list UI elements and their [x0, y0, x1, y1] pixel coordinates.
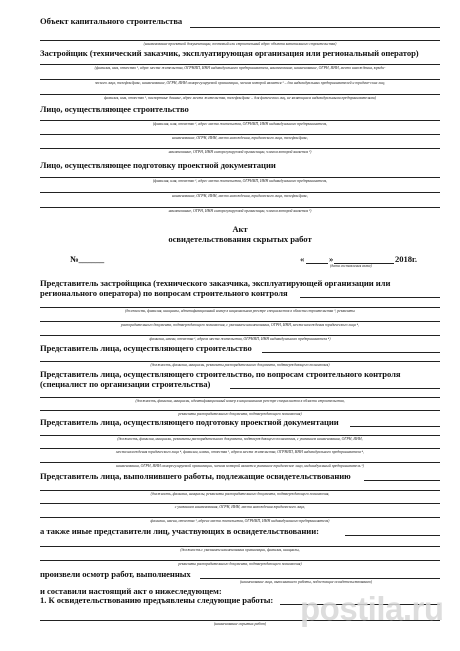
rep-performer-caption-1: (должность, фамилия, инициалы, реквизиты распорядительного документа, подтверждающего полномочия, — [150, 492, 330, 496]
rep-developer-label-2: регионального оператора) по вопросам строительного контроля — [40, 288, 288, 298]
rep-performer-field-4[interactable] — [40, 517, 440, 518]
builder-caption-1: (фамилия, имя, отчество ¹, адрес места жительства, ОГРНИП, ИНН индивидуального предпринимателя, — [152, 122, 328, 126]
rep-control-field-3[interactable] — [40, 410, 440, 411]
others-caption-2: реквизиты распорядительного документа, подтверждающего полномочия) — [178, 562, 302, 566]
item1-label: 1. К освидетельствованию предъявлены следующие работы: — [40, 595, 274, 605]
designer-field-3[interactable] — [40, 207, 440, 208]
rep-designer-field-3[interactable] — [40, 448, 440, 449]
rep-developer-label-1: Представитель застройщика (технического заказчика, эксплуатирующей организации или — [40, 278, 391, 288]
rep-performer-field-2[interactable] — [40, 490, 440, 491]
rep-developer-field-4[interactable] — [40, 335, 440, 336]
rep-developer-caption-3: фамилия, имени, отчества ¹, адреса места жительства, ОГРНИП, ИНН индивидуального предпринимателя ⁴) — [149, 337, 331, 341]
rep-designer-field-2[interactable] — [40, 435, 440, 436]
others-field-1[interactable] — [345, 535, 440, 536]
postila-watermark: postila.ru — [300, 590, 444, 627]
builder-caption-2: наименование, ОГРН, ИНН, место нахождения, юридического лица, телефон/факс, — [171, 136, 309, 140]
builder-caption-3: наименование, ОГРН, ИНН саморегулируемой организации, членом которой является ²) — [168, 150, 312, 154]
rep-control-field-1[interactable] — [230, 388, 440, 389]
builder-field-2[interactable] — [40, 134, 440, 135]
date-year: 2018г. — [395, 254, 417, 264]
rep-control-label-2: (специалист по организации строительства) — [40, 379, 211, 389]
rep-developer-caption-1: (должность, фамилия, инициалы, идентификационный номер в национальном реестре специалистов в области строительства ³, реквизиты — [125, 309, 355, 313]
inspection-field[interactable] — [200, 578, 440, 579]
rep-control-caption-1: (должность, фамилия, инициалы, идентификационный номер в национальном реестре специалистов в области строительства, — [135, 399, 345, 403]
designer-label: Лицо, осуществляющее подготовку проектной документации — [40, 160, 276, 170]
designer-field-1[interactable] — [40, 177, 440, 178]
rep-designer-label: Представитель лица, осуществляющего подготовку проектной документации — [40, 417, 339, 427]
rep-developer-field-2[interactable] — [40, 307, 440, 308]
rep-control-caption-2: реквизиты распорядительного документа, подтверждающего полномочия) — [178, 412, 302, 416]
date-caption: (дата составления акта) — [330, 264, 372, 268]
developer-caption-2: ческого лица, телефон/факс, наименование, ОГРН, ИНН саморегулируемой организации, членом которой является ² – для индивидуальных предпринимателей и юридиче-ских лиц; — [94, 81, 386, 85]
rep-designer-field-4[interactable] — [40, 462, 440, 463]
rep-builder-field-2[interactable] — [40, 361, 440, 362]
developer-caption-3: фамилия, имя, отчество ¹, паспортные данные, адрес места жительства, телефон/факс – для физических лиц, не являющихся индивидуальными предпринимателями) — [103, 96, 377, 100]
developer-caption-1: (фамилия, имя, отчество ¹, адрес места жительства, ОГРНИП, ИНН индивидуального предпринимателя, наименование, наименование, ОГРН, ИНН, место нахождения, юриди- — [94, 66, 386, 70]
act-subtitle: освидетельствования скрытых работ — [168, 234, 312, 244]
others-field-3[interactable] — [40, 560, 440, 561]
act-number: №______ — [70, 254, 105, 264]
rep-builder-label: Представитель лица, осуществляющего строительство — [40, 343, 252, 353]
others-field-2[interactable] — [40, 546, 440, 547]
designer-caption-3: наименование, ОГРН, ИНН саморегулируемой организации, членом которой является ²) — [168, 209, 312, 213]
date-day-field[interactable] — [306, 263, 328, 264]
builder-label: Лицо, осуществляющее строительство — [40, 104, 189, 114]
rep-designer-caption-2: места нахождения юридического лица ⁴, фамилии, имени, отчества ¹, адреса места жительства, ОГРНИП, ИНН индивидуального предпринимателя ⁴, — [116, 450, 364, 454]
rep-developer-field-1[interactable] — [300, 297, 440, 298]
designer-caption-2: наименование, ОГРН, ИНН, место нахождения, юридического лица, телефон/факс, — [171, 194, 309, 198]
rep-developer-field-3[interactable] — [40, 321, 440, 322]
designer-caption-1: (фамилия, имя, отчество ¹, адрес места жительства, ОГРНИП, ИНН индивидуального предпринимателя, — [152, 179, 328, 183]
rep-developer-caption-2: распорядительного документа, подтверждающего полномочия, с указанием наименования, ОГРН, ИНН, места нахождения юридического лица ⁴, — [120, 323, 360, 327]
developer-field-3[interactable] — [40, 94, 440, 95]
item1-caption: (наименование скрытых работ) — [213, 622, 267, 626]
rep-control-field-2[interactable] — [40, 397, 440, 398]
rep-performer-caption-3: фамилии, имени, отчества ¹, адреса места жительства, ОГРНИП, ИНН индивидуального предпринимателя) — [150, 519, 330, 523]
rep-builder-caption: (должность, фамилия, инициалы, реквизиты распорядительного документа, подтверждающего полномочия) — [150, 363, 330, 367]
designer-field-2[interactable] — [40, 192, 440, 193]
rep-builder-field-1[interactable] — [262, 352, 440, 353]
rep-control-label-1: Представитель лица, осуществляющего строительство, по вопросам строительного контроля — [40, 369, 401, 379]
rep-performer-caption-2: с указанием наименования, ОГРН, ИНН, места нахождения юридического лица, — [174, 505, 306, 509]
date-close-quote: » — [329, 254, 334, 264]
object-caption: (наименование проектной документации, почтовый или строительный адрес объекта капитального строительства) — [143, 42, 337, 46]
object-label: Объект капитального строительства — [40, 16, 183, 26]
builder-field-3[interactable] — [40, 148, 440, 149]
compose-label: и составили настоящий акт о нижеследующем: — [40, 586, 222, 596]
object-field[interactable] — [190, 27, 440, 28]
others-caption-1: (должность с указанием наименования организации, фамилия, инициалы, — [180, 548, 300, 552]
developer-field-1[interactable] — [40, 64, 440, 65]
rep-designer-caption-1: (должность, фамилия, инициалы, реквизиты распорядительного документа, подтверждающего полномочия, с указанием наименования, ОГРН, ИНН, — [117, 437, 363, 441]
object-field-2[interactable] — [40, 40, 440, 41]
act-title: Акт — [232, 224, 248, 234]
inspection-caption: (наименование лица, выполнившего работы, подлежащие освидетельствованию) — [240, 580, 373, 584]
inspection-label: произвели осмотр работ, выполненных — [40, 569, 191, 579]
builder-field-1[interactable] — [40, 120, 440, 121]
developer-label: Застройщик (технический заказчик, эксплуатирующая организация или региональный оператор) — [40, 48, 419, 58]
rep-designer-caption-3: наименования, ОГРН, ИНН саморегулируемой организации, членом которой является указанное юридическое лицо, индивидуальный предприниматель ²) — [116, 464, 364, 468]
rep-designer-field-1[interactable] — [350, 426, 440, 427]
rep-performer-label: Представитель лица, выполнившего работы, подлежащие освидетельствованию — [40, 471, 351, 481]
developer-field-2[interactable] — [40, 79, 440, 80]
others-label: а также иные представители лиц, участвующих в освидетельствовании: — [40, 526, 319, 536]
rep-performer-field-3[interactable] — [40, 503, 440, 504]
date-open-quote: « — [300, 254, 305, 264]
rep-performer-field-1[interactable] — [364, 480, 440, 481]
